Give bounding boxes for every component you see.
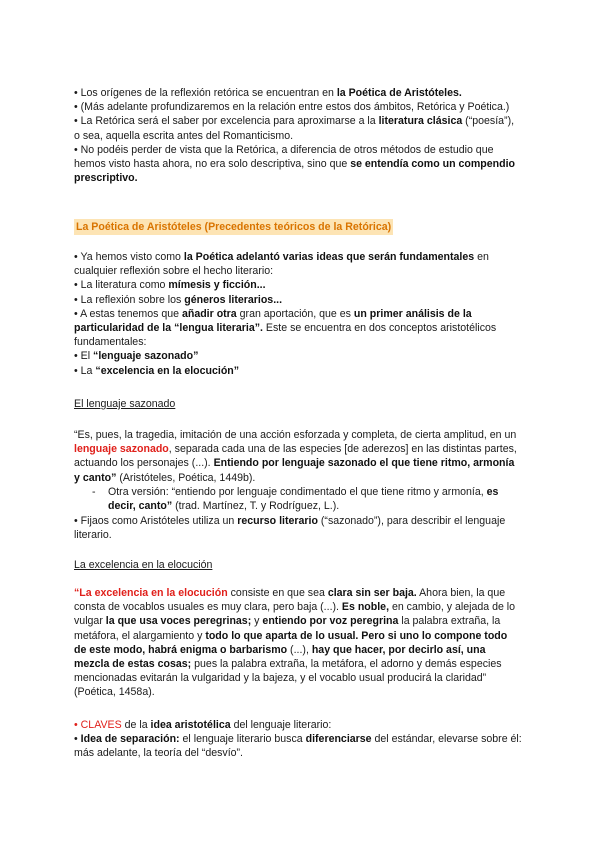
poetica-section [74,250,522,378]
bullet-origins: • Los orígenes de la reflexión retórica se encuentran en la Poética de Aristóteles. [74,87,462,99]
section-heading-sazonado [74,397,522,411]
bullet-recurso-literario: • Fijaos como Aristóteles utiliza un recurso literario (“sazonado”), para describir el lenguaje literario. [74,515,506,542]
quote-tragedia: “Es, pues, la tragedia, imitación de una acción esforzada y completa, de cierta amplitud, en un lenguaje sazonado, separada cada una de las especies [de aderezos] en las distintas partes, actuando los personajes (...). Entiendo por lenguaje sazonado el que tiene ritmo, armonía y canto” (Aristóteles, Poética, 1449b). [74,429,517,484]
bullet-lenguaje-sazonado: • El “lenguaje sazonado” [74,350,199,363]
bullet-rhetoric-knowledge: • La Retórica será el saber por excelencia para aproximarse a la literatura clásica (“poesía”), o sea, aquella escrita antes del Romanticismo. [74,115,515,142]
intro-section [74,86,522,185]
bullet-mimesis: • La literatura como mímesis y ficción... [74,279,266,292]
heading-lenguaje-sazonado: El lenguaje sazonado [74,398,176,410]
bullet-lengua-literaria: • A estas tenemos que añadir otra gran aportación, que es un primer análisis de la particularidad de la “lengua literaria”. Este se encuentra en dos conceptos aristotélicos fundamentales: [74,307,497,349]
bullet-claves: • CLAVES de la idea aristotélica del lenguaje literario: [74,719,332,731]
bullet-more-later: • (Más adelante profundizaremos en la relación entre estos dos ámbitos, Retórica y Poética.) [74,101,510,114]
bullet-prescriptive: • No podéis perder de vista que la Retórica, a diferencia de otros métodos de estudio que hemos visto hasta ahora, no era solo descriptiva, sino que se entendía como un compendio prescriptivo. [74,143,516,185]
bullet-separacion: • Idea de separación: el lenguaje literario busca diferenciarse del estándar, elevarse sobre él: más adelante, la teoría del “desvío”. [74,733,522,760]
quote-excelencia: “La excelencia en la elocución consiste en que sea clara sin ser baja. Ahora bien, la que consta de vocablos usuales es muy clara, pero baja (...). Es noble, en cambio, y alejada de lo vulgar la que usa voces peregrinas; y entiendo por voz peregrina la palabra extraña, la metáfora, el alargamiento y todo lo que aparta de lo usual. Pero si uno lo compone todo de este modo, habrá enigma o barbarismo (...), hay que hacer, por decirlo así, una mezcla de estas cosas; pues la palabra extraña, la metáfora, el adorno y demás especies mencionadas evitarán la vulgaridad y la bajeza, y el vocablo usual producirá la claridad” (Poética, 1458a). [74,587,516,699]
bullet-poetica-ideas: • Ya hemos visto como la Poética adelantó varias ideas que serán fundamentales en cualquier reflexión sobre el hecho literario: [74,251,489,278]
dash-otra-version: - Otra versión: “entiendo por lenguaje condimentado el que tiene ritmo y armonía, es decir, canto” (trad. Martínez, T. y Rodríguez, L.). [92,486,499,513]
section-heading-poetica [74,219,522,235]
heading-poetica: La Poética de Aristóteles (Precedentes teóricos de la Retórica) [74,219,393,235]
heading-excelencia: La excelencia en la elocución [74,559,213,571]
claves-section [74,718,522,761]
section-heading-excelencia [74,558,522,572]
bullet-generos: • La reflexión sobre los géneros literarios... [74,293,283,306]
bullet-excelencia: • La “excelencia en la elocución” [74,364,240,377]
